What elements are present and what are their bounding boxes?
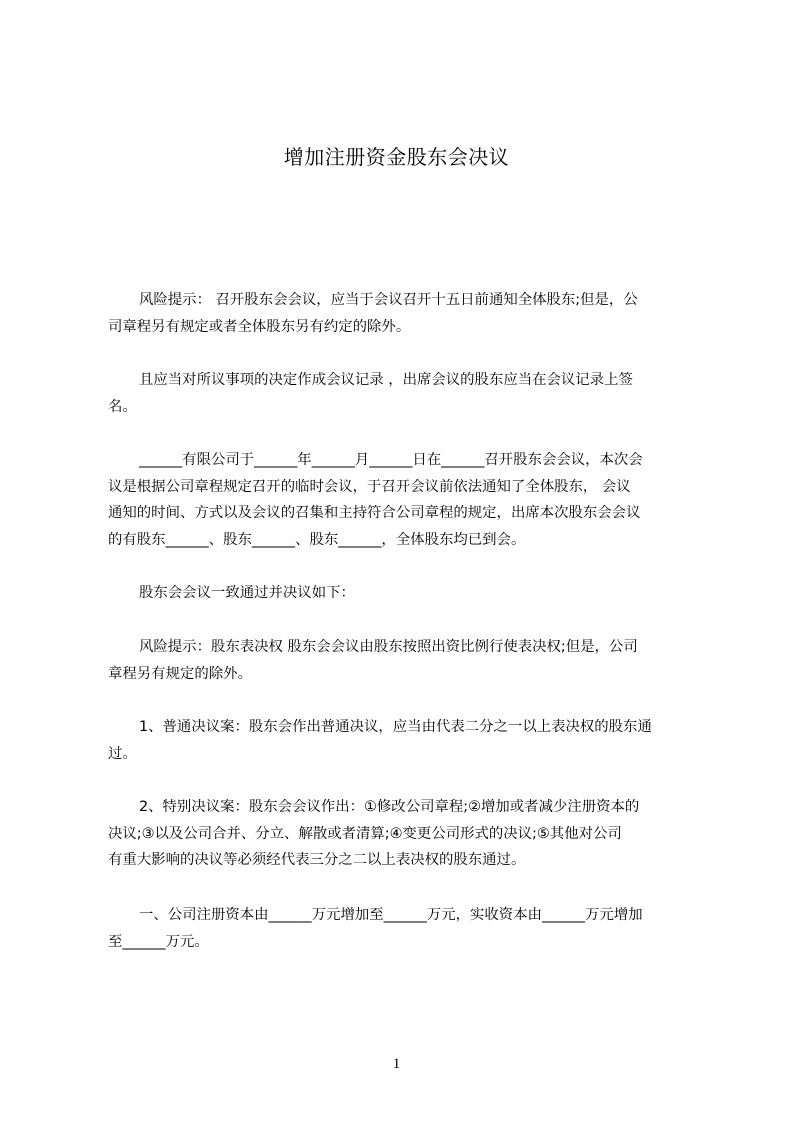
text-line: 决议;③以及公司合并、分立、解散或者清算;④变更公司形式的决议;⑤其他对公司 <box>108 825 622 842</box>
paragraph-resolution-intro <box>108 580 706 607</box>
page-number: 1 <box>392 1056 401 1072</box>
text-line: 至______万元。 <box>108 933 209 950</box>
paragraph-special-resolution <box>108 794 706 874</box>
text-line: 且应当对所议事项的决定作成会议记录 ，出席会议的股东应当在会议记录上签 <box>139 372 633 388</box>
text-line: 1、普通决议案：股东会作出普通决议，应当由代表二分之一以上表决权的股东通 <box>139 719 652 735</box>
text-line: 2、特别决议案：股东会会议作出：①修改公司章程;②增加或者减少注册资本的 <box>139 799 640 815</box>
text-line: 有重大影响的决议等必须经代表三分之二以上表决权的股东通过。 <box>108 852 526 868</box>
paragraph-meeting-details <box>108 447 706 553</box>
paragraph-capital-increase <box>108 902 706 955</box>
text-line: 一、公司注册资本由______万元增加至______万元，实收资本由______万元增加 <box>139 907 643 923</box>
paragraph-ordinary-resolution <box>108 714 706 767</box>
document-title: 增加注册资金股东会决议 <box>283 145 510 169</box>
text-line: 通知的时间、方式以及会议的召集和主持符合公司章程的规定，出席本次股东会会议 <box>108 505 641 521</box>
paragraph-risk-notice-meeting <box>108 287 706 340</box>
text-line: 风险提示：股东表决权 股东会会议由股东按照出资比例行使表决权;但是，公司 <box>139 639 638 655</box>
text-line: 名。 <box>108 398 137 415</box>
text-line: 议是根据公司章程规定召开的临时会议，于召开会议前依法通知了全体股东， 会议 <box>108 478 631 495</box>
paragraph-risk-notice-voting <box>108 634 706 687</box>
text-line: 的有股东______、股东______、股东______，全体股东均已到会。 <box>108 531 526 548</box>
text-line: 司章程另有规定或者全体股东另有约定的除外。 <box>108 318 411 335</box>
text-line: 风险提示： 召开股东会会议，应当于会议召开十五日前通知全体股东;但是，公 <box>139 292 638 308</box>
text-line: 过。 <box>108 745 137 762</box>
paragraph-meeting-record <box>108 367 706 420</box>
text-line: 章程另有规定的除外。 <box>108 665 252 682</box>
text-line: ______有限公司于______年______月______日在______召开股东会会议，本次会 <box>139 452 643 468</box>
text-line: 股东会会议一致通过并决议如下： <box>139 585 355 601</box>
